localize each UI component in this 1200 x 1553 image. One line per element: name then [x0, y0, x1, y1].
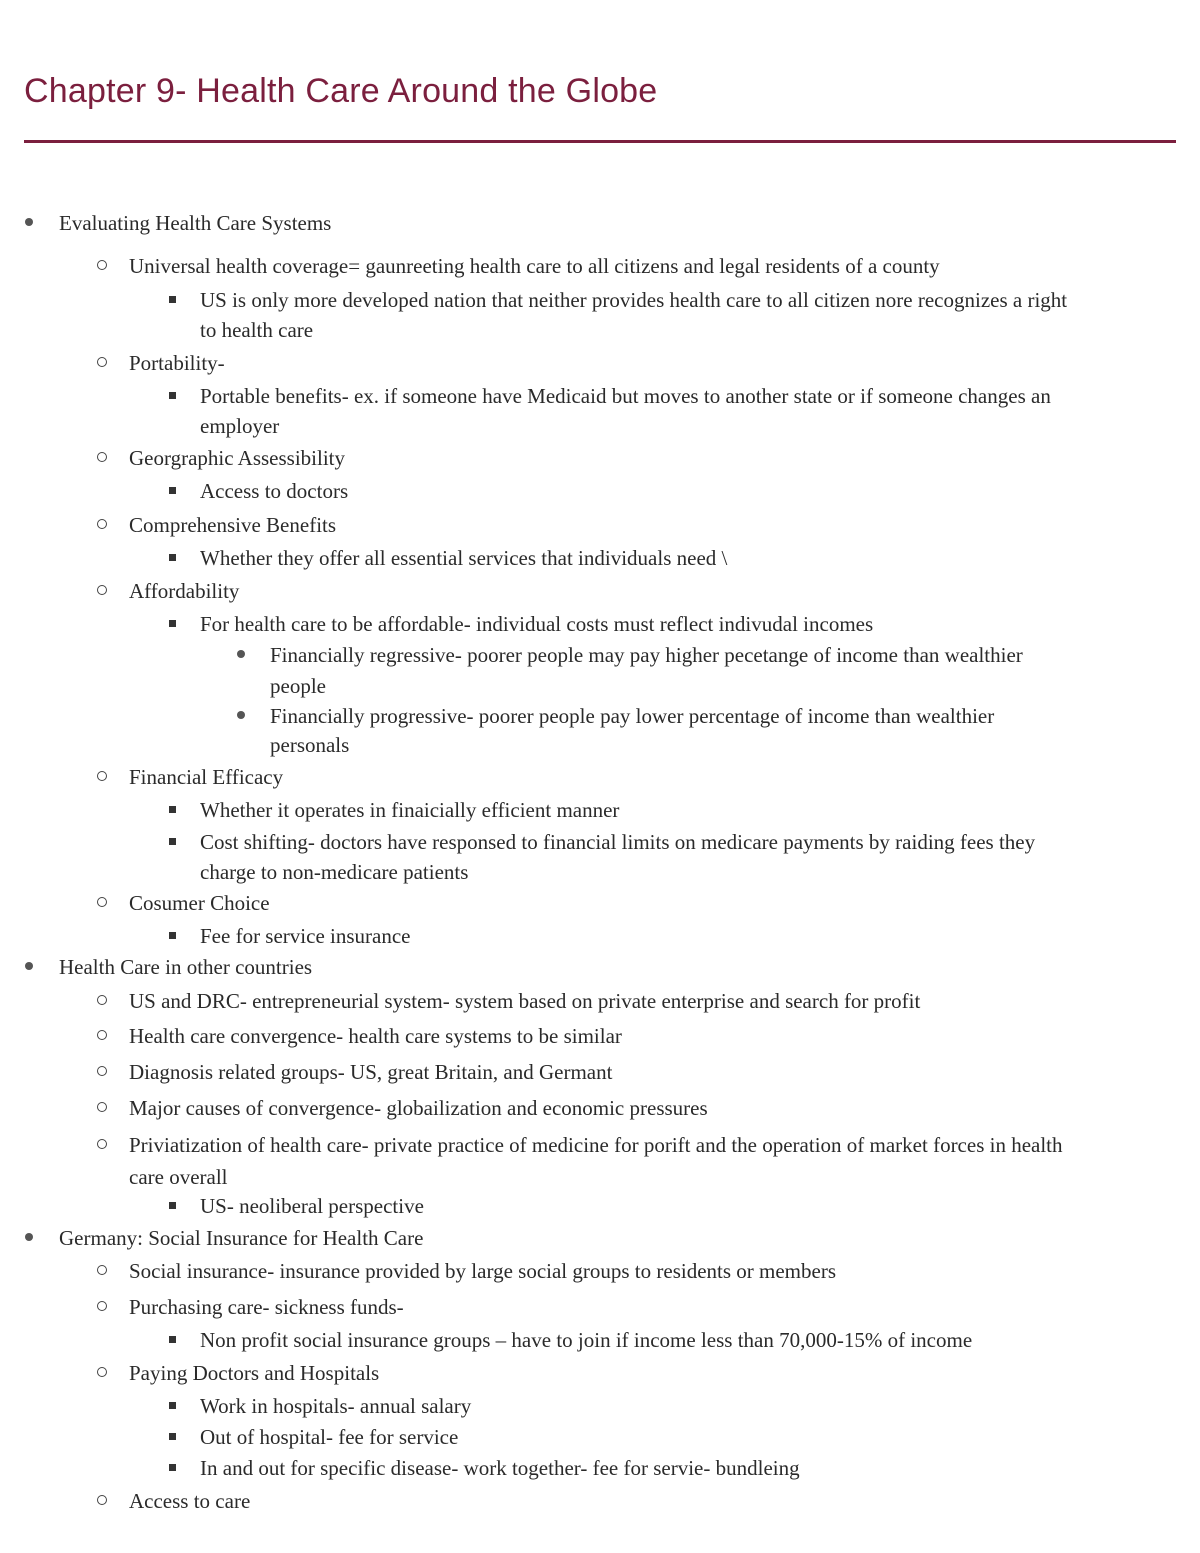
- title-divider: [24, 140, 1176, 143]
- list-item-level-2: Georgraphic Assessibility: [129, 446, 346, 470]
- square-bullet-icon: [169, 1202, 176, 1209]
- circle-bullet-icon: [97, 452, 107, 462]
- list-item-level-1: Germany: Social Insurance for Health Care: [59, 1226, 424, 1250]
- circle-bullet-icon: [97, 897, 107, 907]
- list-item-level-3: Work in hospitals- annual salary: [200, 1394, 472, 1418]
- list-item-level-3: Cost shifting- doctors have responsed to financial limits on medicare payments by raiding fees they: [200, 830, 1036, 854]
- list-item-level-3: US- neoliberal perspective: [200, 1194, 424, 1218]
- list-item-level-1: Evaluating Health Care Systems: [59, 211, 332, 235]
- list-item-level-3: In and out for specific disease- work together- fee for servie- bundleing: [200, 1456, 800, 1480]
- square-bullet-icon: [169, 806, 176, 813]
- circle-bullet-icon: [97, 260, 107, 270]
- list-item-continuation: charge to non-medicare patients: [200, 860, 469, 884]
- list-item-level-3: Portable benefits- ex. if someone have Medicaid but moves to another state or if someone changes an: [200, 384, 1051, 408]
- list-item-level-3: Fee for service insurance: [200, 924, 411, 948]
- list-item-level-2: Portability-: [129, 351, 225, 375]
- square-bullet-icon: [169, 620, 176, 627]
- dot-bullet-icon: [25, 962, 33, 970]
- list-item-continuation: employer: [200, 414, 280, 438]
- list-item-level-2: Social insurance- insurance provided by large social groups to residents or members: [129, 1259, 836, 1283]
- circle-bullet-icon: [97, 1265, 107, 1275]
- list-item-continuation: care overall: [129, 1165, 228, 1189]
- square-bullet-icon: [169, 1336, 176, 1343]
- circle-bullet-icon: [97, 995, 107, 1005]
- dot-bullet-icon: [237, 711, 245, 719]
- list-item-continuation: people: [270, 674, 326, 698]
- square-bullet-icon: [169, 392, 176, 399]
- circle-bullet-icon: [97, 1030, 107, 1040]
- dot-bullet-icon: [237, 650, 245, 658]
- list-item-level-1: Health Care in other countries: [59, 955, 313, 979]
- circle-bullet-icon: [97, 519, 107, 529]
- list-item-level-3: US is only more developed nation that neither provides health care to all citizen nore recognizes a right: [200, 288, 1068, 312]
- square-bullet-icon: [169, 838, 176, 845]
- list-item-level-2: Access to care: [129, 1489, 251, 1513]
- page-title: Chapter 9- Health Care Around the Globe: [24, 72, 658, 110]
- list-item-level-2: Diagnosis related groups- US, great Britain, and Germant: [129, 1060, 613, 1084]
- dot-bullet-icon: [25, 1233, 33, 1241]
- list-item-level-3: Whether they offer all essential services that individuals need \: [200, 546, 728, 570]
- circle-bullet-icon: [97, 1139, 107, 1149]
- list-item-level-2: Purchasing care- sickness funds-: [129, 1295, 404, 1319]
- list-item-level-3: Out of hospital- fee for service: [200, 1425, 459, 1449]
- circle-bullet-icon: [97, 585, 107, 595]
- list-item-level-2: Comprehensive Benefits: [129, 513, 337, 537]
- list-item-level-2: Affordability: [129, 579, 240, 603]
- circle-bullet-icon: [97, 1102, 107, 1112]
- list-item-level-2: US and DRC- entrepreneurial system- system based on private enterprise and search for profit: [129, 989, 921, 1013]
- list-item-level-3: Whether it operates in finaicially efficient manner: [200, 798, 620, 822]
- circle-bullet-icon: [97, 1066, 107, 1076]
- square-bullet-icon: [169, 1433, 176, 1440]
- list-item-level-2: Paying Doctors and Hospitals: [129, 1361, 380, 1385]
- list-item-level-3: Access to doctors: [200, 479, 349, 503]
- square-bullet-icon: [169, 554, 176, 561]
- list-item-level-3: Non profit social insurance groups – have to join if income less than 70,000-15% of income: [200, 1328, 973, 1352]
- circle-bullet-icon: [97, 1367, 107, 1377]
- square-bullet-icon: [169, 1464, 176, 1471]
- list-item-level-2: Financial Efficacy: [129, 765, 284, 789]
- list-item-level-3: For health care to be affordable- individual costs must reflect indivudal incomes: [200, 612, 874, 636]
- circle-bullet-icon: [97, 1495, 107, 1505]
- square-bullet-icon: [169, 1402, 176, 1409]
- list-item-continuation: personals: [270, 733, 350, 757]
- circle-bullet-icon: [97, 771, 107, 781]
- list-item-level-4: Financially progressive- poorer people pay lower percentage of income than wealthier: [270, 704, 995, 728]
- list-item-level-2: Universal health coverage= gaunreeting health care to all citizens and legal residents of a county: [129, 254, 940, 278]
- dot-bullet-icon: [25, 218, 33, 226]
- list-item-level-4: Financially regressive- poorer people may pay higher pecetange of income than wealthier: [270, 643, 1023, 667]
- list-item-level-2: Major causes of convergence- globailization and economic pressures: [129, 1096, 708, 1120]
- circle-bullet-icon: [97, 357, 107, 367]
- list-item-level-2: Health care convergence- health care systems to be similar: [129, 1024, 622, 1048]
- list-item-level-2: Priviatization of health care- private practice of medicine for porift and the operation of market forces in health: [129, 1133, 1063, 1157]
- square-bullet-icon: [169, 296, 176, 303]
- square-bullet-icon: [169, 932, 176, 939]
- square-bullet-icon: [169, 487, 176, 494]
- list-item-continuation: to health care: [200, 318, 314, 342]
- circle-bullet-icon: [97, 1301, 107, 1311]
- list-item-level-2: Cosumer Choice: [129, 891, 270, 915]
